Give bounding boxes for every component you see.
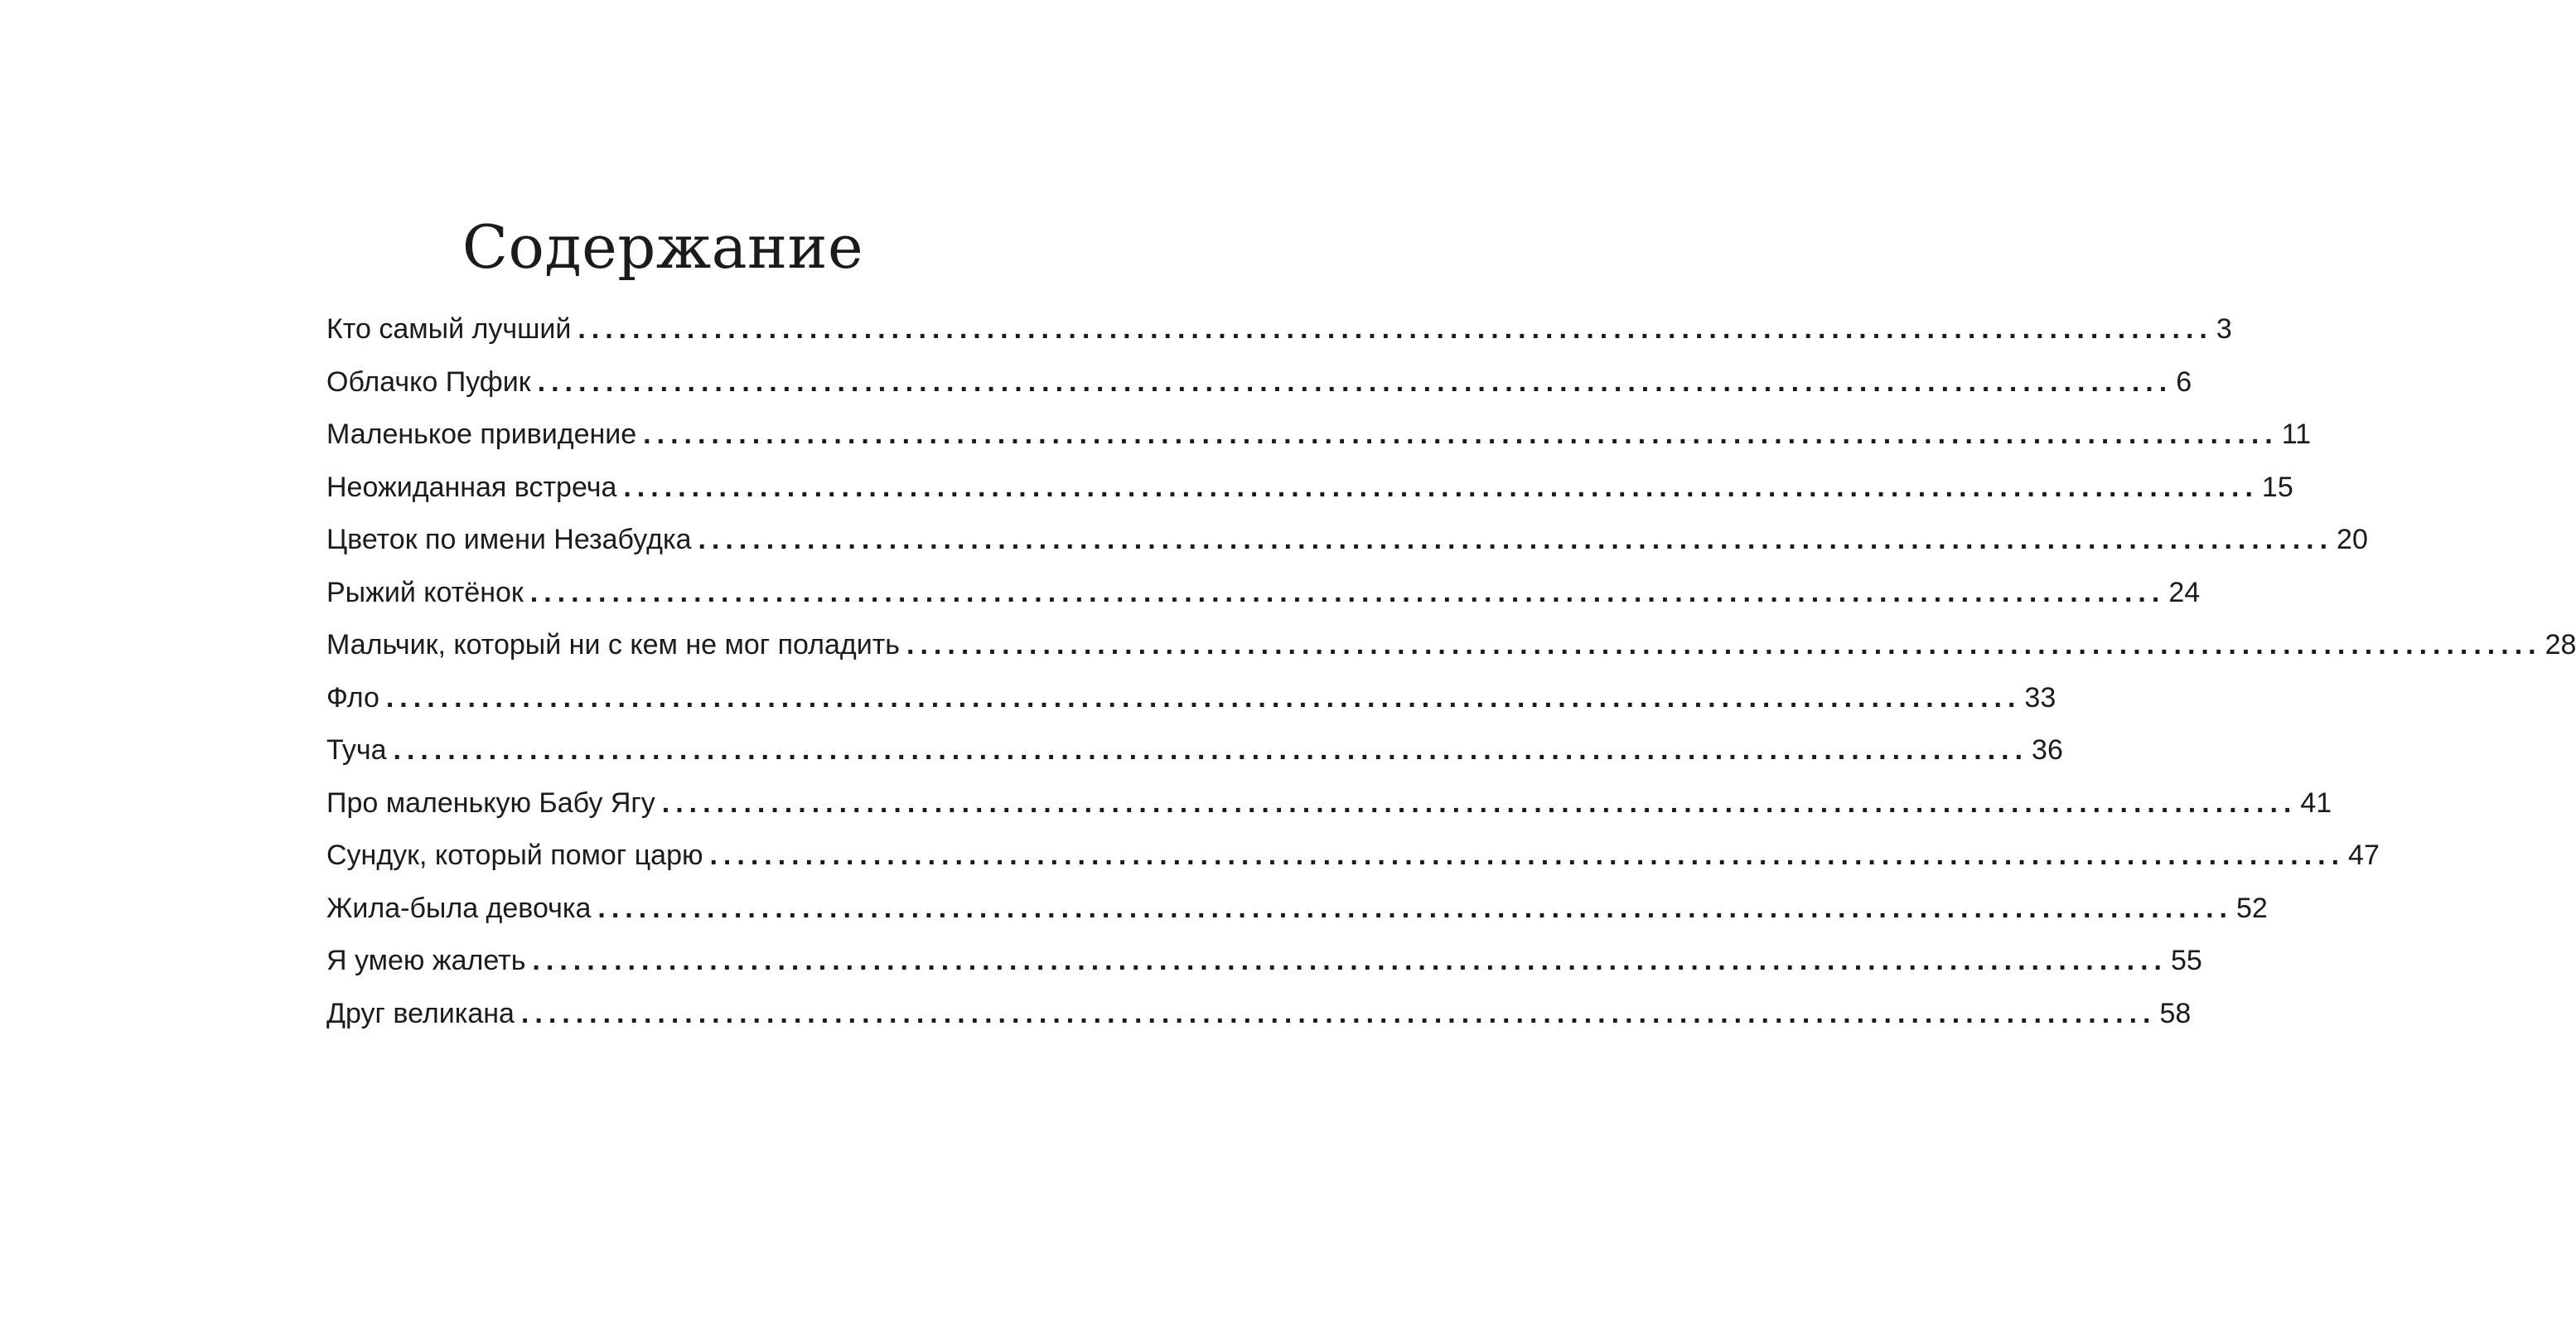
toc-entry-page-number: 47	[2348, 840, 2380, 871]
toc-entry-title: Фло	[326, 681, 379, 714]
dot-leader: ........................................................................................................................	[537, 365, 2173, 398]
dot-leader: ........................................................................................................................	[529, 576, 2166, 608]
dot-leader: ........................................................................................................................	[906, 629, 2542, 661]
toc-entry	[326, 734, 2063, 789]
toc-entry-page-number: 15	[2261, 471, 2293, 503]
toc-entry	[326, 524, 2368, 578]
toc-entry-page-number: 24	[2168, 576, 2201, 608]
dot-leader: ........................................................................................................................	[661, 786, 2298, 819]
dot-leader: ........................................................................................................................	[623, 471, 2259, 503]
toc-entry-title: Цветок по имени Незабудка	[326, 524, 692, 555]
toc-entry	[326, 471, 2293, 526]
table-of-contents	[326, 313, 2576, 1052]
toc-entry-title: Друг великана	[326, 997, 515, 1029]
dot-leader: ........................................................................................................................	[709, 840, 2346, 871]
dot-leader: ........................................................................................................................	[385, 681, 2022, 714]
dot-leader: ........................................................................................................................	[643, 419, 2279, 450]
toc-entry	[326, 840, 2380, 894]
toc-entry-title: Я умею жалеть	[326, 945, 526, 976]
toc-entry-title: Про маленькую Бабу Ягу	[326, 786, 655, 819]
toc-entry-title: Туча	[326, 734, 387, 766]
dot-leader: ........................................................................................................................	[597, 892, 2233, 924]
toc-entry-page-number: 3	[2216, 313, 2232, 345]
toc-entry	[326, 576, 2201, 632]
toc-entry-page-number: 11	[2281, 419, 2312, 450]
toc-entry	[326, 892, 2268, 947]
toc-entry-title: Мальчик, который ни с кем не мог поладить	[326, 629, 901, 661]
dot-leader: ........................................................................................................................	[698, 524, 2334, 555]
toc-entry-page-number: 33	[2024, 681, 2056, 714]
toc-entry	[326, 629, 2576, 684]
toc-entry	[326, 419, 2312, 473]
toc-entry-page-number: 36	[2032, 734, 2063, 766]
toc-entry-title: Маленькое привидение	[326, 419, 637, 450]
toc-entry-page-number: 6	[2176, 365, 2192, 398]
toc-entry-page-number: 41	[2300, 786, 2332, 819]
toc-entry-title: Сундук, который помог царю	[326, 840, 703, 871]
dot-leader: ........................................................................................................................	[520, 997, 2157, 1029]
toc-entry	[326, 997, 2192, 1053]
toc-entry-page-number: 58	[2159, 997, 2192, 1029]
toc-entry-page-number: 20	[2337, 524, 2368, 555]
toc-entry-title: Кто самый лучший	[326, 313, 572, 345]
toc-entry-title: Жила-была девочка	[326, 892, 592, 924]
toc-entry-page-number: 28	[2545, 629, 2576, 661]
toc-entry-title: Облачко Пуфик	[326, 365, 531, 398]
dot-leader: ........................................................................................................................	[393, 734, 2029, 766]
page-title: Содержание	[462, 212, 864, 282]
dot-leader: ........................................................................................................................	[578, 313, 2213, 345]
toc-entry-title: Неожиданная встреча	[326, 471, 617, 503]
toc-entry-page-number: 55	[2170, 945, 2202, 976]
toc-entry	[326, 313, 2232, 368]
toc-entry	[326, 365, 2192, 421]
toc-entry-page-number: 52	[2235, 892, 2268, 924]
toc-entry	[326, 786, 2332, 842]
toc-entry	[326, 681, 2056, 737]
dot-leader: ........................................................................................................................	[532, 945, 2168, 976]
toc-entry	[326, 945, 2202, 999]
toc-entry-title: Рыжий котёнок	[326, 576, 524, 608]
